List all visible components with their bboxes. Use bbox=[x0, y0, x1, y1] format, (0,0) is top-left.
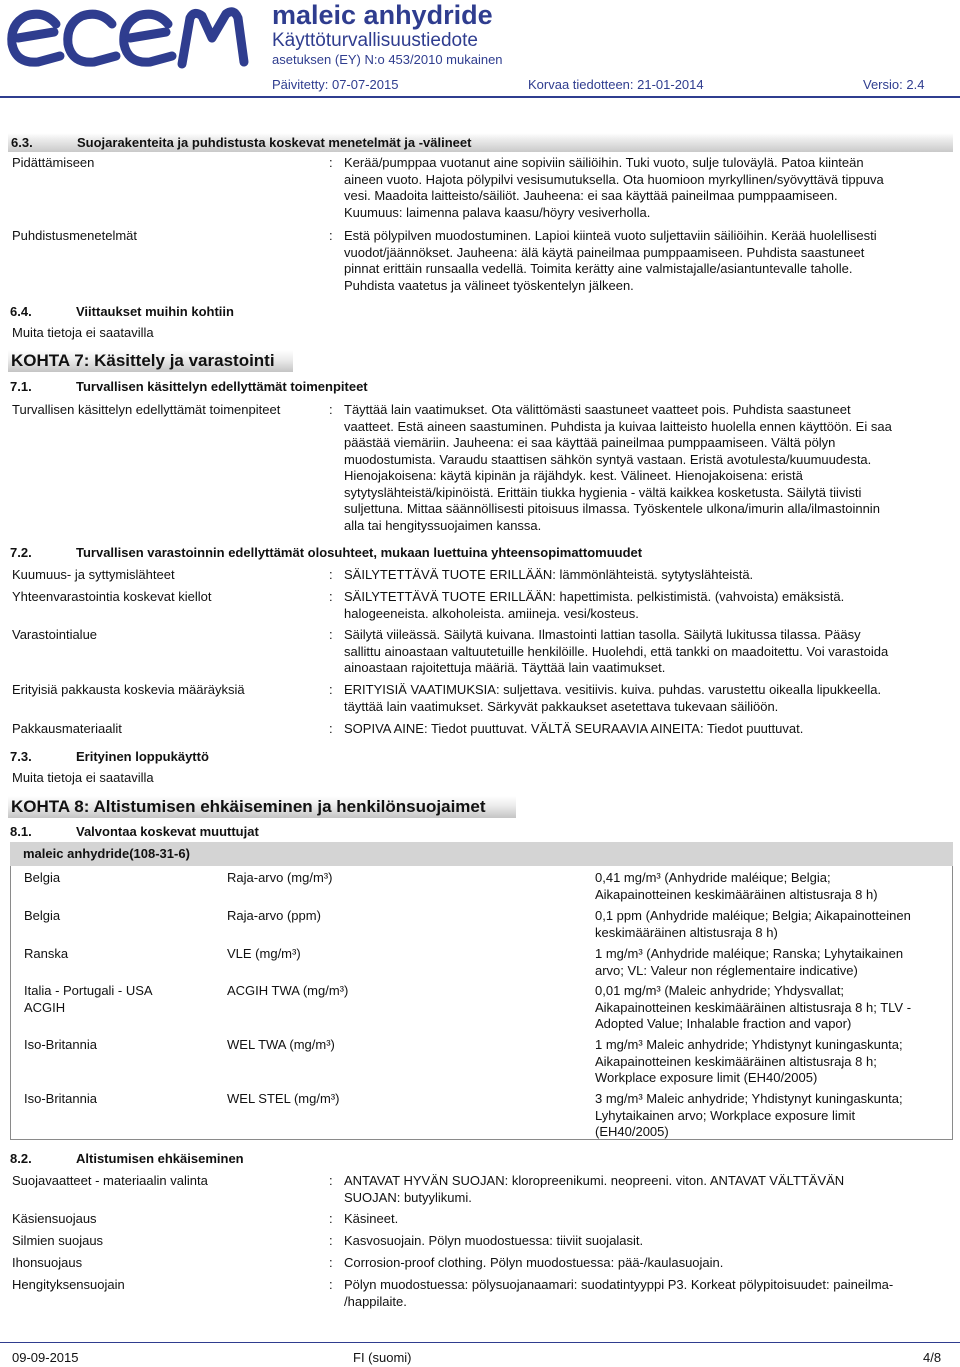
label-storage-area: Varastointialue bbox=[12, 627, 98, 642]
table-cell-limit-type: Raja-arvo (mg/m³) bbox=[227, 870, 333, 885]
label-heat-ignition: Kuumuus- ja syttymislähteet bbox=[12, 567, 175, 582]
ecem-logo bbox=[4, 2, 252, 74]
footer-page-number: 4/8 bbox=[923, 1350, 942, 1365]
label-storage-prohibitions: Yhteenvarastointia koskevat kiellot bbox=[12, 589, 212, 604]
label-hand-protection: Käsiensuojaus bbox=[12, 1211, 97, 1226]
updated-date: Päivitetty: 07-07-2015 bbox=[272, 77, 399, 92]
colon: : bbox=[329, 1211, 333, 1226]
value-skin-protection: Corrosion-proof clothing. Pölyn muodostuessa: pää-/kaulasuojain. bbox=[344, 1255, 724, 1270]
section-6-4-text: Muita tietoja ei saatavilla bbox=[12, 325, 154, 340]
section-8-1-heading: 8.1. Valvontaa koskevat muuttujat bbox=[10, 824, 259, 839]
table-cell-value: 1 mg/m³ (Anhydride maléique; Ranska; Lyhytaikainen arvo; VL: Valeur non réglementaire indicative) bbox=[595, 946, 904, 978]
regulation-text: asetuksen (EY) N:o 453/2010 mukainen bbox=[272, 52, 503, 67]
value-safe-handling: Täyttää lain vaatimukset. Ota välittömästi saastuneet vaatteet pois. Puhdista saastuneet vaatteet. Estä aineen saastuminen. Puhdista ja kuivaa laitteisto huolella ennen käyttöön. Ei saa päästää viemäriin. Jauheena: ei saa käyttää paineilmaa pumppaamiseen. Vältä pölyn muodostumista. Varaudu staattisen sähkön syntyä vastaan. Eristä avotulesta/kuumuudesta. Hienojakoisena: käytä kipinän ja räjähdyk. kest. Välineet. Hienojakoisena: eristä sytytyslähteistä/kipinöistä. Erittäin tiukka hygienia - vältä kaikkea kosketusta. Säilytä tiivisti suljettuna. Mittaa säännöllisesti pitoisuus ilmassa. Työskentele ulkona/imurin alla/ilmastoinnin alla tai hengityssuojaimen kanssa. bbox=[344, 402, 892, 533]
table-body bbox=[10, 866, 953, 1140]
footer-language: FI (suomi) bbox=[353, 1350, 412, 1365]
table-cell-limit-type: VLE (mg/m³) bbox=[227, 946, 301, 961]
label-containment: Pidättämiseen bbox=[12, 155, 95, 170]
value-respiratory-protection: Pölyn muodostuessa: pölysuojanaamari: suodatintyyppi P3. Korkeat pölypitoisuudet: paineilma- /happilaite. bbox=[344, 1277, 894, 1309]
value-eye-protection: Kasvosuojain. Pölyn muodostuessa: tiiviit suojalasit. bbox=[344, 1233, 644, 1248]
table-cell-country: Belgia bbox=[24, 870, 61, 885]
label-skin-protection: Ihonsuojaus bbox=[12, 1255, 83, 1270]
section-7-2-heading: 7.2. Turvallisen varastoinnin edellyttämät olosuhteet, mukaan luettuina yhteensopimattomuudet bbox=[10, 545, 643, 560]
value-containment: Kerää/pumppaa vuotanut aine sopiviin säiliöihin. Tuki vuoto, sulje tuloväylä. Patoa kiinteän aineen vuoto. Hajota pölypilvi vesisumutuksella. Ota huomioon myrkyllinen/syövyttävä tippuva vesi. Maadoita laitteisto/säiliöt. Jauheena: ei saa käyttää paineilmaa pumppaamiseen. Kuumuus: laimenna palava kaasu/höyry vesiverholla. bbox=[344, 155, 884, 220]
table-cell-country: Ranska bbox=[24, 946, 69, 961]
replaces-date: Korvaa tiedotteen: 21-01-2014 bbox=[528, 77, 704, 92]
exposure-limits-table bbox=[10, 842, 953, 1140]
table-cell-limit-type: WEL STEL (mg/m³) bbox=[227, 1091, 340, 1106]
section-7-3-text: Muita tietoja ei saatavilla bbox=[12, 770, 154, 785]
label-protective-clothing: Suojavaatteet - materiaalin valinta bbox=[12, 1173, 208, 1188]
value-heat-ignition: SÄILYTETTÄVÄ TUOTE ERILLÄÄN: lämmönlähteistä. sytytyslähteistä. bbox=[344, 567, 754, 582]
colon: : bbox=[329, 1255, 333, 1270]
table-cell-limit-type: WEL TWA (mg/m³) bbox=[227, 1037, 335, 1052]
colon: : bbox=[329, 589, 333, 604]
product-title: maleic anhydride bbox=[272, 0, 493, 30]
table-cell-value: 3 mg/m³ Maleic anhydride; Yhdistynyt kuningaskunta; Lyhytaikainen arvo; Workplace exposure limit (EH40/2005) bbox=[595, 1091, 903, 1139]
section-8-2-heading: 8.2. Altistumisen ehkäiseminen bbox=[10, 1151, 244, 1166]
table-cell-limit-type: ACGIH TWA (mg/m³) bbox=[227, 983, 349, 998]
colon: : bbox=[329, 1277, 333, 1292]
section-7-3-heading: 7.3. Erityinen loppukäyttö bbox=[10, 749, 209, 764]
table-cell-value: 0,41 mg/m³ (Anhydride maléique; Belgia; Aikapainotteinen keskimääräinen altistusraja 8 h) bbox=[595, 870, 878, 902]
table-title: maleic anhydride(108-31-6) bbox=[10, 842, 953, 866]
value-storage-prohibitions: SÄILYTETTÄVÄ TUOTE ERILLÄÄN: hapettimista. pelkistimistä. (vahvoista) emäksistä. halogeeneista. alkoholeista. amiineja. vesi/kosteus. bbox=[344, 589, 845, 621]
colon: : bbox=[329, 1233, 333, 1248]
header-divider bbox=[0, 96, 960, 98]
colon: : bbox=[329, 155, 333, 170]
colon: : bbox=[329, 627, 333, 642]
table-cell-value: 0,1 ppm (Anhydride maléique; Belgia; Aikapainotteinen keskimääräinen altistusraja 8 h) bbox=[595, 908, 911, 940]
label-packaging-rules: Erityisiä pakkausta koskevia määräyksiä bbox=[12, 682, 245, 697]
section-6-4-heading: 6.4. Viittaukset muihin kohtiin bbox=[10, 304, 234, 319]
value-storage-area: Säilytä viileässä. Säilytä kuivana. Ilmastointi lattian tasolla. Säilytä lukitussa tilassa. Pääsy sallittu ainoastaan valtuutetuille henkilöille. Huolehdi, että tankki on maadoitettu. Voi varastoida ainoastaan rajoitettuja määriä. Täyttää lain vaatimukset. bbox=[344, 627, 889, 675]
label-cleaning-methods: Puhdistusmenetelmät bbox=[12, 228, 138, 243]
colon: : bbox=[329, 228, 333, 243]
kohta-8-heading: KOHTA 8: Altistumisen ehkäiseminen ja henkilönsuojaimet bbox=[8, 796, 516, 818]
section-7-1-heading: 7.1. Turvallisen käsittelyn edellyttämät toimenpiteet bbox=[10, 379, 368, 394]
value-hand-protection: Käsineet. bbox=[344, 1211, 399, 1226]
colon: : bbox=[329, 1173, 333, 1188]
value-packaging-rules: ERITYISIÄ VAATIMUKSIA: suljettava. vesitiivis. kuiva. puhdas. varustettu oikealla lipukkeella. täyttää lain vaatimukset. Särkyvät pakkaukset asetettava tukevaan säiliöön. bbox=[344, 682, 882, 714]
colon: : bbox=[329, 402, 333, 417]
table-cell-country: Italia - Portugali - USA ACGIH bbox=[24, 983, 153, 1015]
table-cell-value: 0,01 mg/m³ (Maleic anhydride; Yhdysvallat; Aikapainotteinen keskimääräinen altistusraja 8 h; TLV - Adopted Value; Inhalable fraction and vapor) bbox=[595, 983, 912, 1031]
value-packaging-materials: SOPIVA AINE: Tiedot puuttuvat. VÄLTÄ SEURAAVIA AINEITA: Tiedot puuttuvat. bbox=[344, 721, 804, 736]
version-label: Versio: 2.4 bbox=[863, 77, 925, 92]
table-cell-value: 1 mg/m³ Maleic anhydride; Yhdistynyt kuningaskunta; Aikapainotteinen keskimääräinen altistusraja 8 h; Workplace exposure limit (EH40/2005) bbox=[595, 1037, 903, 1085]
table-cell-country: Iso-Britannia bbox=[24, 1091, 97, 1106]
ecem-logo-graphic bbox=[4, 2, 252, 74]
footer-date: 09-09-2015 bbox=[12, 1350, 79, 1365]
table-cell-limit-type: Raja-arvo (ppm) bbox=[227, 908, 321, 923]
kohta-7-heading: KOHTA 7: Käsittely ja varastointi bbox=[8, 350, 293, 372]
footer-divider bbox=[0, 1342, 960, 1343]
document-subtitle: Käyttöturvallisuustiedote bbox=[272, 30, 478, 51]
value-protective-clothing: ANTAVAT HYVÄN SUOJAN: kloropreenikumi. neopreeni. viton. ANTAVAT VÄLTTÄVÄN SUOJAN: butyylikumi. bbox=[344, 1173, 845, 1205]
value-cleaning-methods: Estä pölypilven muodostuminen. Lapioi kiinteä vuoto suljettaviin säiliöihin. Kerää huolellisesti vuodot/jäännökset. Jauheena: älä käytä paineilmaa pumppaamiseen. Puhdista saastuneet pinnat erittäin runsaalla vedellä. Toimita kerätty aine valmistajalle/asiantuntevalle taholle. Puhdista vaatetus ja välineet työskentelyn jälkeen. bbox=[344, 228, 877, 293]
table-cell-country: Iso-Britannia bbox=[24, 1037, 97, 1052]
label-safe-handling: Turvallisen käsittelyn edellyttämät toimenpiteet bbox=[12, 402, 281, 417]
table-cell-country: Belgia bbox=[24, 908, 61, 923]
section-6-3-heading: 6.3. Suojarakenteita ja puhdistusta koskevat menetelmät ja -välineet bbox=[8, 133, 953, 152]
colon: : bbox=[329, 567, 333, 582]
label-packaging-materials: Pakkausmateriaalit bbox=[12, 721, 122, 736]
colon: : bbox=[329, 721, 333, 736]
label-eye-protection: Silmien suojaus bbox=[12, 1233, 104, 1248]
label-respiratory-protection: Hengityksensuojain bbox=[12, 1277, 125, 1292]
colon: : bbox=[329, 682, 333, 697]
